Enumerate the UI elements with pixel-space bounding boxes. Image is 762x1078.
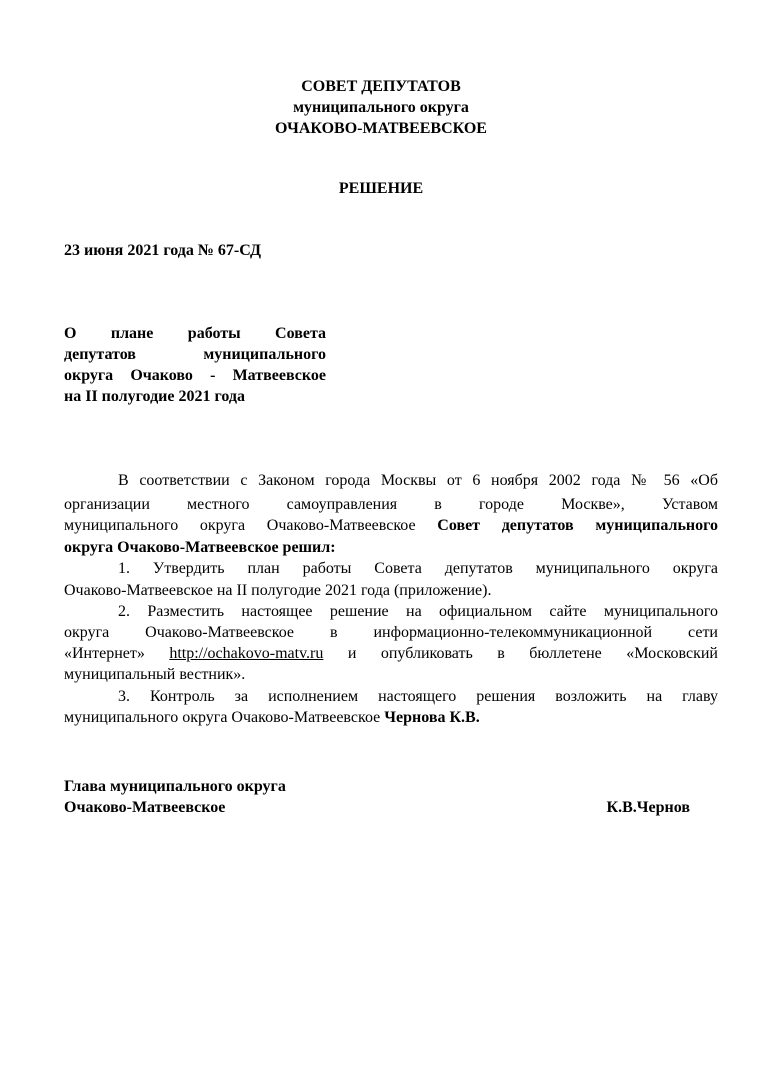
item-3-line-2-text: муниципального округа Очаково-Матвеевское — [64, 709, 385, 726]
signature-title-line-2: Очаково-Матвеевское — [64, 799, 226, 816]
item-2-publish-text: и опубликовать в бюллетене «Московский — [323, 645, 718, 662]
item-2-line-4: муниципальный вестник». — [64, 666, 246, 683]
org-subtitle: муниципального округа — [293, 99, 469, 116]
org-title: СОВЕТ ДЕПУТАТОВ — [301, 78, 461, 95]
item-2-line-3 — [64, 643, 718, 664]
body-p1-line-3 — [64, 515, 718, 536]
subject-line-4: на II полугодие 2021 года — [64, 388, 245, 405]
body-p1-line-4: округа Очаково-Матвеевское решил: — [64, 539, 336, 556]
document-type: РЕШЕНИЕ — [338, 180, 424, 197]
item-3-line-2 — [64, 707, 480, 728]
council-decided-text: Совет депутатов муниципального — [437, 517, 718, 534]
signature-title-line-1: Глава муниципального округа — [64, 778, 286, 795]
body-p1-line-3-text: муниципального округа Очаково-Матвеевское — [64, 517, 438, 534]
item-2-line-1: 2. Разместить настоящее решение на официальном сайте муниципального — [118, 603, 718, 620]
signature-name: К.В.Чернов — [606, 799, 690, 816]
body-p1-line-1: В соответствии с Законом города Москвы от 6 ноября 2002 года № 56 «Об — [118, 472, 718, 489]
item-1-line-1: 1. Утвердить план работы Совета депутатов муниципального округа — [118, 560, 718, 577]
website-link[interactable]: http://ochakovo-matv.ru — [169, 645, 324, 662]
date-number: 23 июня 2021 года № 67-СД — [64, 242, 261, 259]
item-2-internet-text: «Интернет» — [64, 645, 170, 662]
body-p1-line-2: организации местного самоуправления в городе Москве», Уставом — [64, 496, 718, 513]
subject-line-3: округа Очаково - Матвеевское — [64, 367, 326, 384]
org-name: ОЧАКОВО-МАТВЕЕВСКОЕ — [275, 120, 487, 137]
item-2-line-2: округа Очаково-Матвеевское в информационно-телекоммуникационной сети — [64, 624, 718, 641]
head-name-inline: Чернова К.В. — [384, 709, 480, 726]
item-3-line-1: 3. Контроль за исполнением настоящего решения возложить на главу — [118, 688, 718, 705]
subject-line-1: О плане работы Совета — [64, 325, 326, 342]
item-1-line-2: Очаково-Матвеевское на II полугодие 2021 года (приложение). — [64, 582, 492, 599]
subject-line-2: депутатов муниципального — [64, 346, 326, 363]
